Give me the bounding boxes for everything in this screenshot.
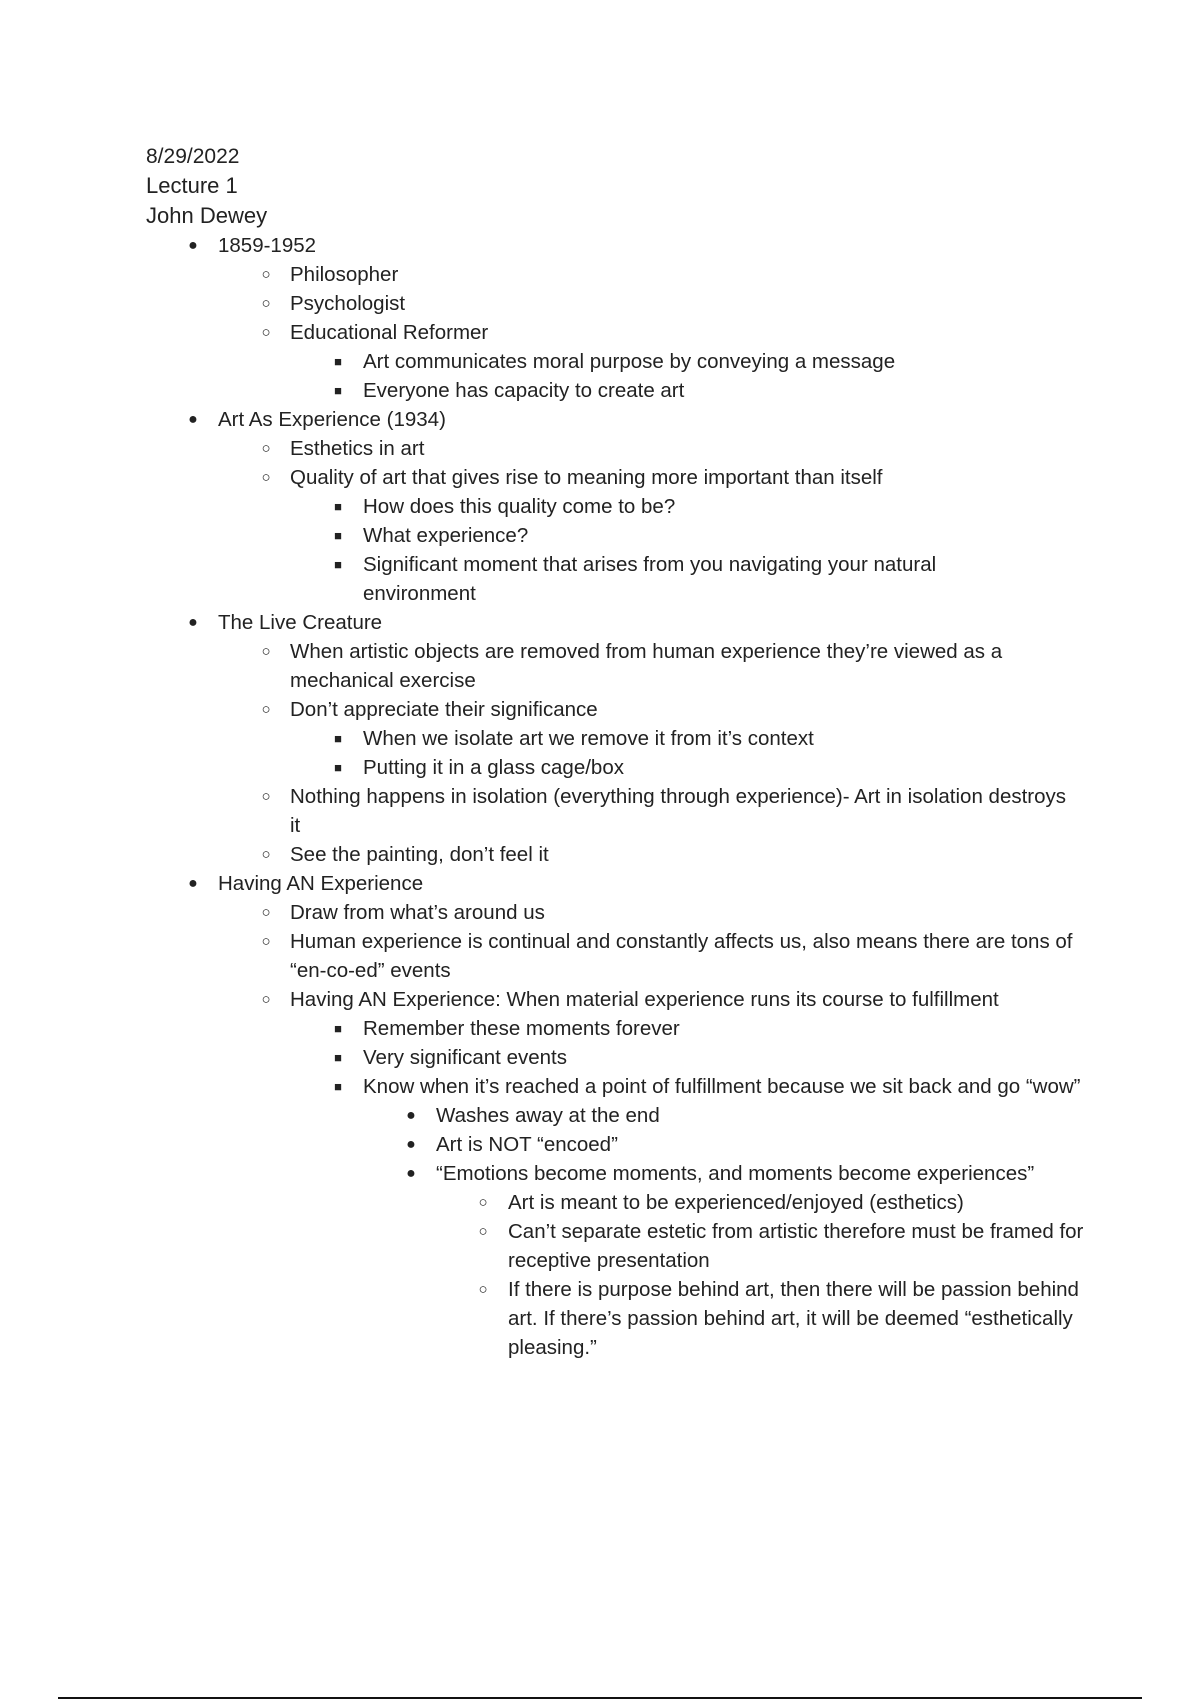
- list-item: [146, 1014, 1106, 1043]
- list-item-text: Art is NOT “encoed”: [436, 1133, 618, 1156]
- list-item-text: Can’t separate estetic from artistic therefore must be framed for receptive presentation: [508, 1220, 1084, 1272]
- bullet-circle-icon: ○: [261, 991, 271, 1008]
- bullet-circle-icon: ○: [478, 1194, 488, 1211]
- bullet-circle-icon: ○: [261, 324, 271, 341]
- list-item: [146, 376, 1106, 405]
- bullet-disc-icon: ●: [406, 1136, 416, 1153]
- list-item-text: Educational Reformer: [290, 321, 489, 344]
- list-item: [146, 550, 1053, 608]
- list-item: [146, 927, 1100, 985]
- bullet-disc-icon: ●: [188, 875, 198, 892]
- bullet-disc-icon: ●: [406, 1165, 416, 1182]
- list-item-text: Art communicates moral purpose by conveying a message: [363, 350, 896, 373]
- bullet-circle-icon: ○: [261, 469, 271, 486]
- list-item-text: Remember these moments forever: [363, 1017, 680, 1040]
- list-item-text: Human experience is continual and constantly affects us, also means there are tons of “en-co-ed” events: [290, 930, 1073, 982]
- bullet-square-icon: ■: [334, 1050, 342, 1065]
- list-item: [146, 521, 1106, 550]
- list-item-text: Know when it’s reached a point of fulfillment because we sit back and go “wow”: [363, 1075, 1081, 1098]
- list-item: [146, 898, 1106, 927]
- list-item-text: Esthetics in art: [290, 437, 425, 460]
- lecture-title: Lecture 1: [146, 173, 238, 198]
- list-item: [146, 695, 1106, 724]
- document-body: [146, 143, 1106, 1362]
- list-item-text: When artistic objects are removed from human experience they’re viewed as a mechanical exercise: [290, 640, 1003, 692]
- bullet-square-icon: ■: [334, 557, 342, 572]
- list-item: [146, 840, 1106, 869]
- list-item: [146, 869, 1106, 898]
- list-item-text: Having AN Experience: When material experience runs its course to fulfillment: [290, 988, 999, 1011]
- bullet-square-icon: ■: [334, 354, 342, 369]
- list-item-text: Don’t appreciate their significance: [290, 698, 598, 721]
- bullet-circle-icon: ○: [261, 266, 271, 283]
- bullet-circle-icon: ○: [261, 440, 271, 457]
- bullet-square-icon: ■: [334, 383, 342, 398]
- list-item: [146, 492, 1106, 521]
- list-item: [146, 289, 1106, 318]
- list-item-text: “Emotions become moments, and moments become experiences”: [436, 1162, 1035, 1185]
- list-item-text: Philosopher: [290, 263, 399, 286]
- list-item-text: Washes away at the end: [436, 1104, 660, 1127]
- list-item-text: Having AN Experience: [218, 872, 424, 895]
- list-item-text: Art As Experience (1934): [218, 408, 446, 431]
- list-item-text: Draw from what’s around us: [290, 901, 545, 924]
- list-item: [146, 1159, 1200, 1188]
- list-item: [146, 782, 1070, 840]
- list-item: [146, 318, 1106, 347]
- bullet-disc-icon: ●: [188, 237, 198, 254]
- topic-heading: John Dewey: [146, 203, 268, 228]
- list-item: [146, 1072, 1200, 1101]
- list-item: [146, 434, 1106, 463]
- list-item: [146, 608, 1106, 637]
- list-item: [146, 1101, 1106, 1130]
- list-item: [146, 260, 1106, 289]
- list-item: [146, 637, 1075, 695]
- list-item: [146, 1188, 1106, 1217]
- bullet-square-icon: ■: [334, 1079, 342, 1094]
- list-item-text: Putting it in a glass cage/box: [363, 756, 624, 779]
- list-item: [146, 724, 1106, 753]
- bullet-square-icon: ■: [334, 1021, 342, 1036]
- list-item: [146, 985, 1160, 1014]
- list-item: [146, 347, 1106, 376]
- list-item-text: 1859-1952: [218, 234, 317, 257]
- list-item: [146, 1275, 1090, 1362]
- list-item: [146, 231, 1106, 260]
- page-bottom-rule: [58, 1697, 1142, 1699]
- bullet-square-icon: ■: [334, 731, 342, 746]
- list-item-text: See the painting, don’t feel it: [290, 843, 549, 866]
- list-item-text: When we isolate art we remove it from it’s context: [363, 727, 814, 750]
- bullet-square-icon: ■: [334, 499, 342, 514]
- list-item: [146, 1043, 1106, 1072]
- list-item-text: The Live Creature: [218, 611, 383, 634]
- bullet-square-icon: ■: [334, 760, 342, 775]
- list-item-text: Very significant events: [363, 1046, 567, 1069]
- bullet-square-icon: ■: [334, 528, 342, 543]
- list-item-text: Everyone has capacity to create art: [363, 379, 685, 402]
- list-item-text: Quality of art that gives rise to meaning more important than itself: [290, 466, 883, 489]
- list-item: [146, 753, 1106, 782]
- list-item: [146, 1130, 1106, 1159]
- bullet-circle-icon: ○: [261, 643, 271, 660]
- bullet-circle-icon: ○: [478, 1281, 488, 1298]
- list-item-text: Nothing happens in isolation (everything through experience)- Art in isolation destroys it: [290, 785, 1067, 837]
- bullet-circle-icon: ○: [261, 701, 271, 718]
- list-item-text: Art is meant to be experienced/enjoyed (esthetics): [508, 1191, 964, 1214]
- list-item-text: Significant moment that arises from you navigating your natural environment: [363, 553, 937, 605]
- bullet-disc-icon: ●: [406, 1107, 416, 1124]
- bullet-circle-icon: ○: [261, 295, 271, 312]
- list-item-text: How does this quality come to be?: [363, 495, 676, 518]
- note-date: 8/29/2022: [146, 145, 240, 168]
- list-item: [146, 405, 1106, 434]
- list-item: [146, 463, 1106, 492]
- bullet-disc-icon: ●: [188, 614, 198, 631]
- list-item-text: What experience?: [363, 524, 529, 547]
- bullet-disc-icon: ●: [188, 411, 198, 428]
- list-item: [146, 1217, 1090, 1275]
- bullet-circle-icon: ○: [261, 904, 271, 921]
- list-item-text: Psychologist: [290, 292, 406, 315]
- bullet-circle-icon: ○: [261, 846, 271, 863]
- bullet-circle-icon: ○: [261, 933, 271, 950]
- bullet-circle-icon: ○: [478, 1223, 488, 1240]
- list-item-text: If there is purpose behind art, then there will be passion behind art. If there’s passion behind art, it will be deemed “esthetically pleasing.”: [508, 1278, 1079, 1359]
- bullet-circle-icon: ○: [261, 788, 271, 805]
